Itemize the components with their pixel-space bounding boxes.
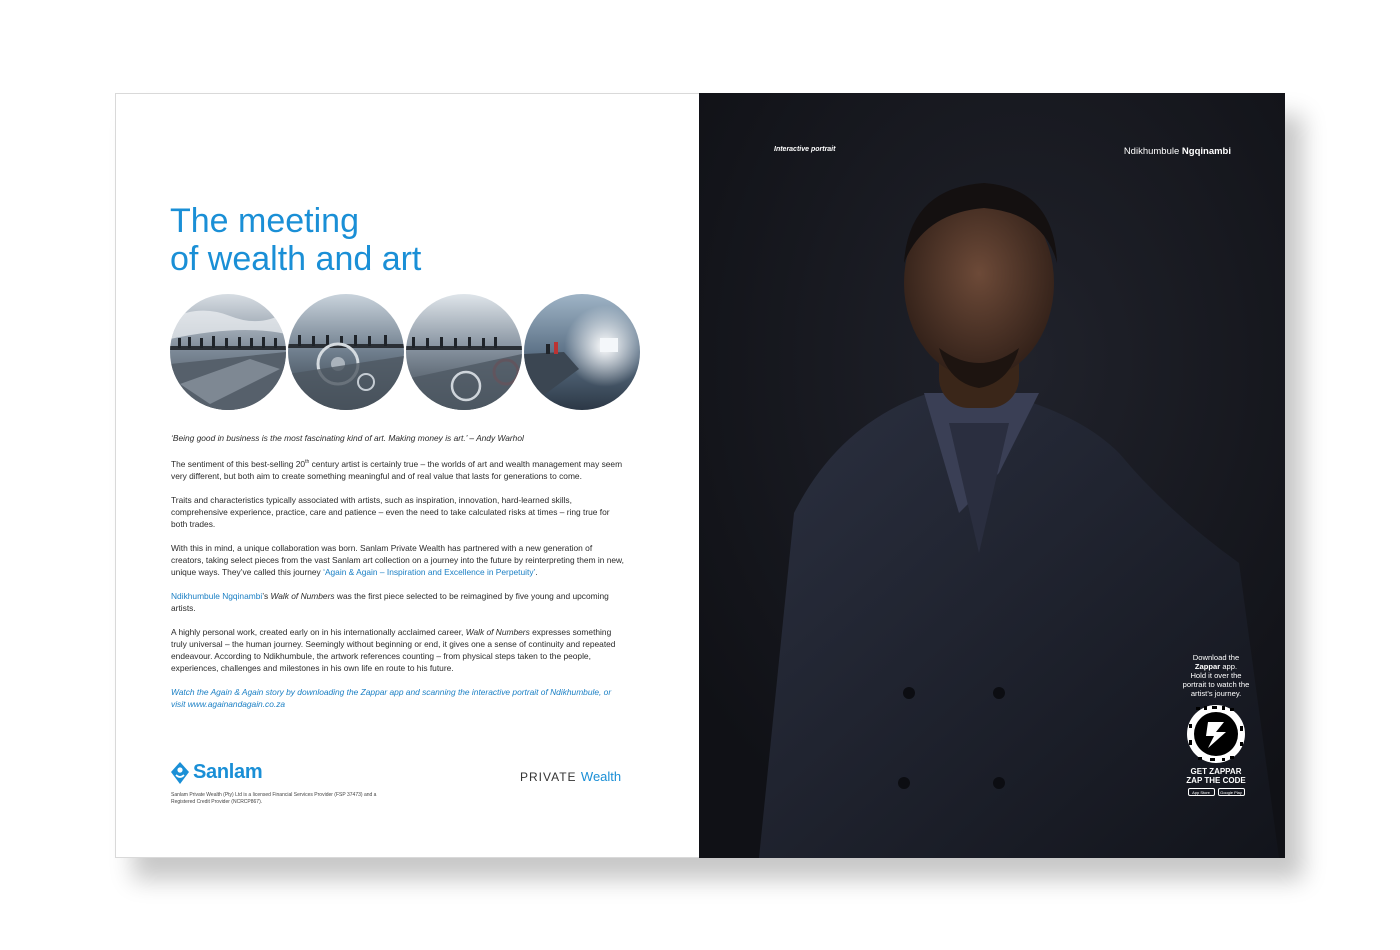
left-page xyxy=(115,93,699,858)
quote: ‘Being good in business is the most fascinating kind of art. Making money is art.’ – Andy Warhol xyxy=(171,433,524,443)
artist-name xyxy=(1124,146,1231,157)
artist-name-link: Ndikhumbule Ngqinambi xyxy=(171,590,263,601)
paragraph-1-text-a: The sentiment of this best-selling 20 xyxy=(171,458,306,469)
google-play-badge[interactable]: Google Play xyxy=(1218,788,1245,796)
zappar-line-2: app. xyxy=(1220,662,1238,671)
get-zappar-text: GET ZAPPAR xyxy=(1190,767,1242,776)
paragraph-5-text-b: expresses something truly universal – the human journey. Seemingly without beginning or end, it gives one a sense of continuity and repeated endeavour. According to Ndikhumbule, the artwork references counting – from physical steps taken to the people, experiences, challenges and milestones in his own life en route to his future. xyxy=(171,626,616,673)
right-page xyxy=(699,93,1285,858)
store-badges xyxy=(1161,788,1271,796)
paragraph-3-text: With this in mind, a unique collaboration was born. Sanlam Private Wealth has partnered with a new generation of creators, taking select pieces from the vast Sanlam art collection on a journey into the future by reinterpreting them in new, unique ways. They’ve called this journey xyxy=(171,542,624,577)
artwork-image-2 xyxy=(288,294,404,410)
sanlam-shield-icon xyxy=(171,762,189,784)
paragraph-4-text-b: was the first piece selected to be reimagined by five young and upcoming artists. xyxy=(171,590,609,613)
paragraph-1-text-b: century artist is certainly true – the worlds of art and wealth management may seem very different, but both aim to create something meaningful and of real value that lasts for generations to come. xyxy=(171,458,623,481)
artwork-circle-1 xyxy=(170,294,286,410)
interactive-portrait-label: Interactive portrait xyxy=(774,146,836,153)
superscript-th: th xyxy=(305,459,310,465)
sanlam-logo xyxy=(171,761,262,784)
paragraph-3 xyxy=(171,542,626,578)
paragraph-5-text-a: A highly personal work, created early on in his internationally acclaimed career, xyxy=(171,626,466,637)
private-wealth-text-1: PRIVATE xyxy=(520,770,577,784)
paragraph-2: Traits and characteristics typically associated with artists, such as inspiration, innovation, hard-learned skills, comprehensive experience, practice, care and patience – even the need to take calculated risks at times – ring true for both trades. xyxy=(171,494,610,529)
headline-line-1: The meeting xyxy=(170,202,359,240)
journey-title-link: ‘Again & Again – Inspiration and Excellence in Perpetuity’ xyxy=(323,566,536,577)
zappar-instructions xyxy=(1181,653,1251,698)
artwork-circles xyxy=(170,294,640,414)
headline xyxy=(170,202,590,278)
artist-last-name: Ngqinambi xyxy=(1181,146,1231,157)
zapcode-icon[interactable] xyxy=(1186,704,1246,764)
artwork-circle-3 xyxy=(406,294,522,410)
paragraph-5 xyxy=(171,626,626,674)
legal-disclaimer: Sanlam Private Wealth (Pty) Ltd is a licensed Financial Services Provider (FSP 37473) and a Registered Credit Provider (NCRCP867). xyxy=(171,792,377,805)
zappar-line-3: Hold it over the portrait to watch the artist’s journey. xyxy=(1182,671,1250,698)
private-wealth-text-2: Wealth xyxy=(580,769,622,784)
zappar-cta xyxy=(1161,767,1271,785)
zappar-line-1: Download the xyxy=(1192,653,1240,662)
headline-line-2: of wealth and art xyxy=(170,240,422,278)
private-wealth-logo xyxy=(520,769,621,784)
paragraph-3-end: . xyxy=(535,566,538,577)
artist-first-name: Ndikhumbule xyxy=(1123,146,1182,157)
app-store-badge[interactable]: App Store xyxy=(1188,788,1215,796)
paragraph-1 xyxy=(171,456,626,482)
zappar-app-name: Zappar xyxy=(1194,662,1221,671)
zap-the-code-text: ZAP THE CODE xyxy=(1186,776,1246,785)
paragraph-4-text-a: ’s xyxy=(262,590,271,601)
artwork-circle-2 xyxy=(288,294,404,410)
artwork-image-1 xyxy=(170,294,286,410)
artwork-circle-4 xyxy=(524,294,640,410)
zappar-panel xyxy=(1161,653,1271,796)
artwork-image-3 xyxy=(406,294,522,410)
article-body xyxy=(171,432,626,722)
artwork-title: Walk of Numbers xyxy=(270,590,335,601)
sanlam-wordmark: Sanlam xyxy=(193,761,263,783)
call-to-action: Watch the Again & Again story by downloading the Zappar app and scanning the interactive portrait of Ndikhumbule, or visit www.againandagain.co.za xyxy=(171,686,612,709)
paragraph-4 xyxy=(171,590,626,614)
artwork-title-2: Walk of Numbers xyxy=(465,626,530,637)
magazine-spread xyxy=(115,93,1285,858)
artwork-image-4 xyxy=(524,294,640,410)
